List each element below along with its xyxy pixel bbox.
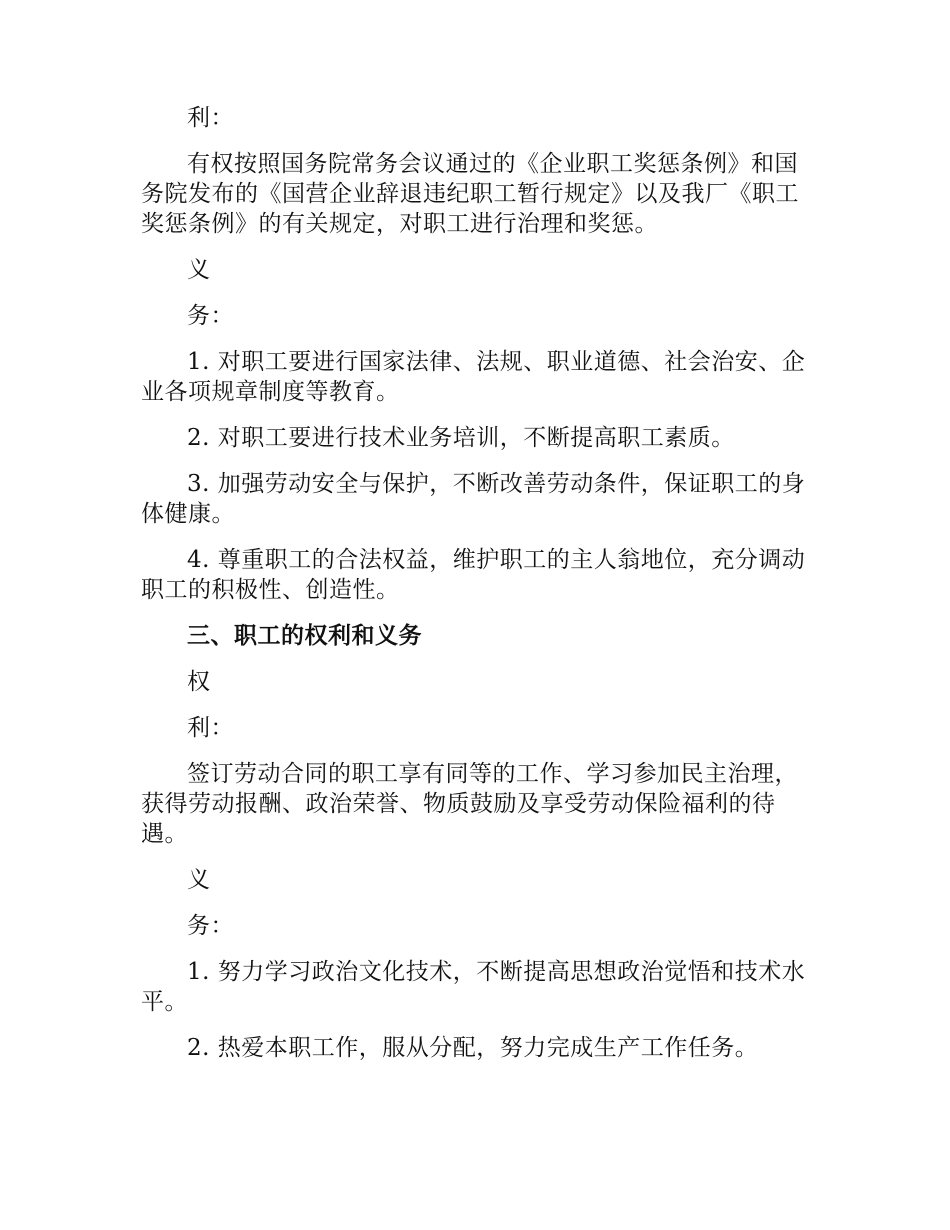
- paragraph-employee-duty-1: 1. 努力学习政治文化技术，不断提高思想政治觉悟和技术水平。: [141, 959, 806, 1015]
- paragraph-rights-label-start: 权: [187, 669, 211, 695]
- paragraph-duty-label-start-2: 义: [187, 867, 211, 893]
- paragraph-rights-label-end: 利：: [187, 105, 234, 131]
- paragraph-duty-label-end: 务：: [187, 303, 234, 329]
- section-heading-employee-rights-duties: 三、职工的权利和义务: [187, 622, 422, 649]
- paragraph-employee-duty-2: 2. 热爱本职工作，服从分配，努力完成生产工作任务。: [187, 1035, 759, 1061]
- paragraph-enterprise-duty-4: 4. 尊重职工的合法权益，维护职工的主人翁地位，充分调动职工的积极性、创造性。: [141, 547, 806, 603]
- document-body: [141, 103, 813, 1079]
- paragraph-enterprise-rights: 有权按照国务院常务会议通过的《企业职工奖惩条例》和国务院发布的《国营企业辞退违纪职工暂行规定》以及我厂《职工奖惩条例》的有关规定，对职工进行治理和奖惩。: [141, 151, 799, 237]
- paragraph-duty-label-end-2: 务：: [187, 913, 234, 939]
- paragraph-enterprise-duty-3: 3. 加强劳动安全与保护，不断改善劳动条件，保证职工的身体健康。: [141, 471, 806, 527]
- paragraph-enterprise-duty-2: 2. 对职工要进行技术业务培训，不断提高职工素质。: [187, 425, 735, 451]
- paragraph-employee-rights: 签订劳动合同的职工享有同等的工作、学习参加民主治理，获得劳动报酬、政治荣誉、物质鼓励及享受劳动保险福利的待遇。: [141, 761, 798, 847]
- paragraph-enterprise-duty-1: 1. 对职工要进行国家法律、法规、职业道德、社会治安、企业各项规章制度等教育。: [141, 349, 806, 405]
- paragraph-duty-label-start: 义: [187, 257, 211, 283]
- paragraph-rights-label-end-2: 利：: [187, 715, 234, 741]
